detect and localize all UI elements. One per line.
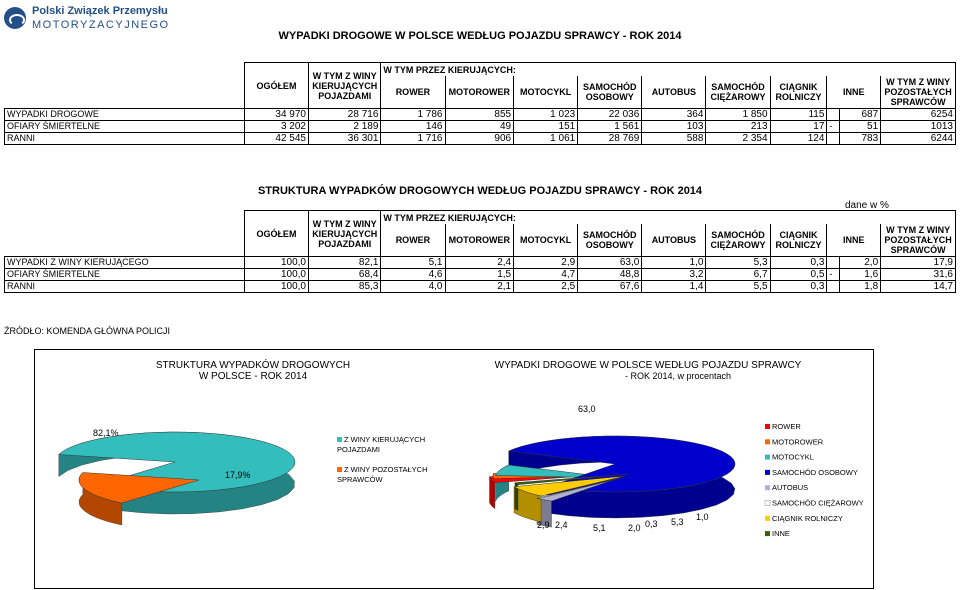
table-cell: 0,3 (770, 257, 827, 269)
legend-swatch (337, 437, 342, 442)
hdr-ciezarowy: SAMOCHÓD CIĘŻAROWY (706, 76, 770, 109)
legend-swatch (765, 439, 770, 444)
data-label: 63,0 (578, 404, 596, 414)
legend-swatch (765, 455, 770, 460)
hdr-ciezarowy: SAMOCHÓD CIĘŻAROWY (706, 224, 770, 257)
legend-label: SPRAWCÓW (337, 475, 383, 484)
legend-label: Z WINY KIERUJĄCYCH (344, 435, 426, 444)
table-cell: 588 (642, 133, 706, 145)
table-cell: 906 (445, 133, 514, 145)
table-cell: 6,7 (706, 269, 770, 281)
row-label: OFIARY ŚMIERTELNE (5, 121, 245, 133)
table-cell: 100,0 (244, 257, 308, 269)
table-cell: 48,8 (578, 269, 642, 281)
hdr-autobus: AUTOBUS (642, 224, 706, 257)
table-cell: 67,6 (578, 281, 642, 293)
legend-label: ROWER (772, 422, 801, 431)
structure-row (5, 281, 956, 293)
accidents-row (5, 121, 956, 133)
table-cell: 1 716 (381, 133, 445, 145)
table-cell: 4,0 (381, 281, 445, 293)
hdr-rower: ROWER (381, 76, 445, 109)
structure-row (5, 257, 956, 269)
table-cell: 1 023 (514, 109, 578, 121)
hdr-osobowy: SAMOCHÓD OSOBOWY (578, 76, 642, 109)
accidents-row (5, 109, 956, 121)
table2-title: STRUKTURA WYPADKÓW DROGOWYCH WEDŁUG POJAZDU SPRAWCY - ROK 2014 (257, 185, 703, 197)
table-cell: 103 (642, 121, 706, 133)
accidents-table (4, 62, 956, 145)
logo-text-line2: MOTORYZACYJNEGO (32, 19, 170, 31)
row-label: WYPADKI Z WINY KIERUJĄCEGO (5, 257, 245, 269)
table-cell: 28 769 (578, 133, 642, 145)
hdr-kier: W TYM Z WINY KIERUJĄCYCH POJAZDAMI (309, 211, 381, 257)
data-label: 0,3 (645, 519, 658, 529)
table-cell: 1 786 (381, 109, 445, 121)
data-label: 1,0 (696, 512, 709, 522)
data-label: 2,4 (555, 520, 568, 530)
legend-swatch (765, 424, 770, 429)
table-cell: 14,7 (881, 281, 956, 293)
legend-swatch (765, 485, 770, 490)
table-cell: 364 (642, 109, 706, 121)
table-cell: 31,6 (881, 269, 956, 281)
legend-label: MOTOCYKL (772, 452, 814, 462)
table-cell (827, 133, 839, 145)
hdr-osobowy: SAMOCHÓD OSOBOWY (578, 224, 642, 257)
table-cell: 2,9 (514, 257, 578, 269)
logo-emblem-icon (4, 7, 26, 29)
hdr-motocykl: MOTOCYKL (514, 76, 578, 109)
hdr-inne: INNE (827, 224, 881, 257)
table-cell: 4,7 (514, 269, 578, 281)
units-note: dane w % (845, 200, 889, 211)
hdr-ogolem: OGÓŁEM (244, 211, 308, 257)
table-cell: 2,1 (445, 281, 514, 293)
table-cell: 51 (839, 121, 880, 133)
legend-swatch (765, 501, 770, 506)
table-cell: 22 036 (578, 109, 642, 121)
table-cell: 2,4 (445, 257, 514, 269)
table-cell: 5,1 (381, 257, 445, 269)
legend-swatch (765, 531, 770, 536)
hdr-motocykl: MOTOCYKL (514, 224, 578, 257)
row-label: RANNI (5, 281, 245, 293)
table-cell: 5,3 (706, 257, 770, 269)
data-label: 82,1% (93, 428, 119, 438)
table-cell: 49 (445, 121, 514, 133)
table-cell (827, 109, 839, 121)
table-cell: 28 716 (309, 109, 381, 121)
hdr-rower: ROWER (381, 224, 445, 257)
table-cell: 2 189 (309, 121, 381, 133)
hdr-motorower: MOTOROWER (445, 76, 514, 109)
table-cell: - (827, 121, 839, 133)
hdr-kier: W TYM Z WINY KIERUJĄCYCH POJAZDAMI (309, 63, 381, 109)
hdr-pozostalych: W TYM Z WINY POZOSTAŁYCH SPRAWCÓW (881, 224, 956, 257)
table-cell (827, 281, 839, 293)
hdr-inne: INNE (827, 76, 881, 109)
hdr-przez: W TYM PRZEZ KIERUJĄCYCH: (381, 63, 956, 77)
table-cell: 3 202 (244, 121, 308, 133)
table-cell: 17,9 (881, 257, 956, 269)
pie-chart-vehicles (440, 350, 870, 586)
table-cell: 0,3 (770, 281, 827, 293)
table-cell (827, 257, 839, 269)
legend-label: INNE (772, 529, 790, 539)
table-cell: - (827, 269, 839, 281)
hdr-autobus: AUTOBUS (642, 76, 706, 109)
legend-swatch (765, 470, 770, 475)
table-cell: 1 561 (578, 121, 642, 133)
hdr-motorower: MOTOROWER (445, 224, 514, 257)
data-label: 2,0 (628, 523, 641, 533)
table-cell: 17 (770, 121, 827, 133)
hdr-ogolem: OGÓŁEM (244, 63, 308, 109)
table-cell: 115 (770, 109, 827, 121)
table-cell: 100,0 (244, 269, 308, 281)
table-cell: 42 545 (244, 133, 308, 145)
structure-table (4, 210, 956, 293)
table-cell: 4,6 (381, 269, 445, 281)
chart1-title-line1: STRUKTURA WYPADKÓW DROGOWYCH (155, 360, 351, 371)
table-cell: 6254 (881, 109, 956, 121)
table-cell: 2 354 (706, 133, 770, 145)
hdr-przez: W TYM PRZEZ KIERUJĄCYCH: (381, 211, 956, 225)
legend-label: MOTOROWER (772, 437, 824, 447)
data-label: 5,3 (671, 517, 684, 527)
row-label: RANNI (5, 133, 245, 145)
legend-label: Z WINY POZOSTAŁYCH (344, 465, 428, 474)
legend-label: SAMOCHÓD OSOBOWY (772, 467, 858, 477)
accidents-row (5, 133, 956, 145)
table-cell: 1 061 (514, 133, 578, 145)
hdr-ciagnik: CIĄGNIK ROLNICZY (770, 76, 827, 109)
data-label: 17,9% (225, 470, 251, 480)
table-cell: 124 (770, 133, 827, 145)
table-cell: 687 (839, 109, 880, 121)
table-cell: 1,0 (642, 257, 706, 269)
table-cell: 82,1 (309, 257, 381, 269)
data-label: 5,1 (593, 523, 606, 533)
table-cell: 6244 (881, 133, 956, 145)
table-cell: 34 970 (244, 109, 308, 121)
pie-chart-structure (35, 350, 465, 586)
table-cell: 1,6 (839, 269, 880, 281)
legend-swatch (765, 516, 770, 521)
table-cell: 68,4 (309, 269, 381, 281)
legend-label: CIĄGNIK ROLNICZY (772, 513, 843, 523)
chart2-title-line2: - ROK 2014, w procentach (624, 371, 732, 381)
legend-label: POJAZDAMI (337, 445, 380, 454)
legend-label: AUTOBUS (772, 483, 809, 493)
row-label: OFIARY ŚMIERTELNE (5, 269, 245, 281)
table-cell: 783 (839, 133, 880, 145)
table-cell: 2,5 (514, 281, 578, 293)
legend-label: SAMOCHÓD CIĘŻAROWY (772, 498, 864, 508)
table-cell: 5,5 (706, 281, 770, 293)
hdr-ciagnik: CIĄGNIK ROLNICZY (770, 224, 827, 257)
table-cell: 855 (445, 109, 514, 121)
table-cell: 1,4 (642, 281, 706, 293)
table-cell: 3,2 (642, 269, 706, 281)
table-cell: 63,0 (578, 257, 642, 269)
table-cell: 1 850 (706, 109, 770, 121)
legend-swatch (337, 467, 342, 472)
table-cell: 146 (381, 121, 445, 133)
table1-title: WYPADKI DROGOWE W POLSCE WEDŁUG POJAZDU SPRAWCY - ROK 2014 (278, 30, 682, 42)
table-cell: 2,0 (839, 257, 880, 269)
row-label: WYPADKI DROGOWE (5, 109, 245, 121)
logo-text-line1: Polski Związek Przemysłu (32, 5, 168, 17)
table-cell: 1,5 (445, 269, 514, 281)
table-cell: 151 (514, 121, 578, 133)
table-cell: 0,5 (770, 269, 827, 281)
data-label: 2,9 (537, 520, 550, 530)
hdr-pozostalych: W TYM Z WINY POZOSTAŁYCH SPRAWCÓW (881, 76, 956, 109)
table-cell: 213 (706, 121, 770, 133)
table-cell: 85,3 (309, 281, 381, 293)
source-note: ŹRÓDŁO: KOMENDA GŁÓWNA POLICJI (4, 326, 171, 336)
table-cell: 1,8 (839, 281, 880, 293)
table-cell: 36 301 (309, 133, 381, 145)
table-cell: 1013 (881, 121, 956, 133)
chart2-title-line1: WYPADKI DROGOWE W POLSCE WEDŁUG POJAZDU SPRAWCY (494, 360, 802, 371)
table-cell: 100,0 (244, 281, 308, 293)
chart1-title-line2: W POLSCE - ROK 2014 (198, 371, 308, 382)
structure-row (5, 269, 956, 281)
